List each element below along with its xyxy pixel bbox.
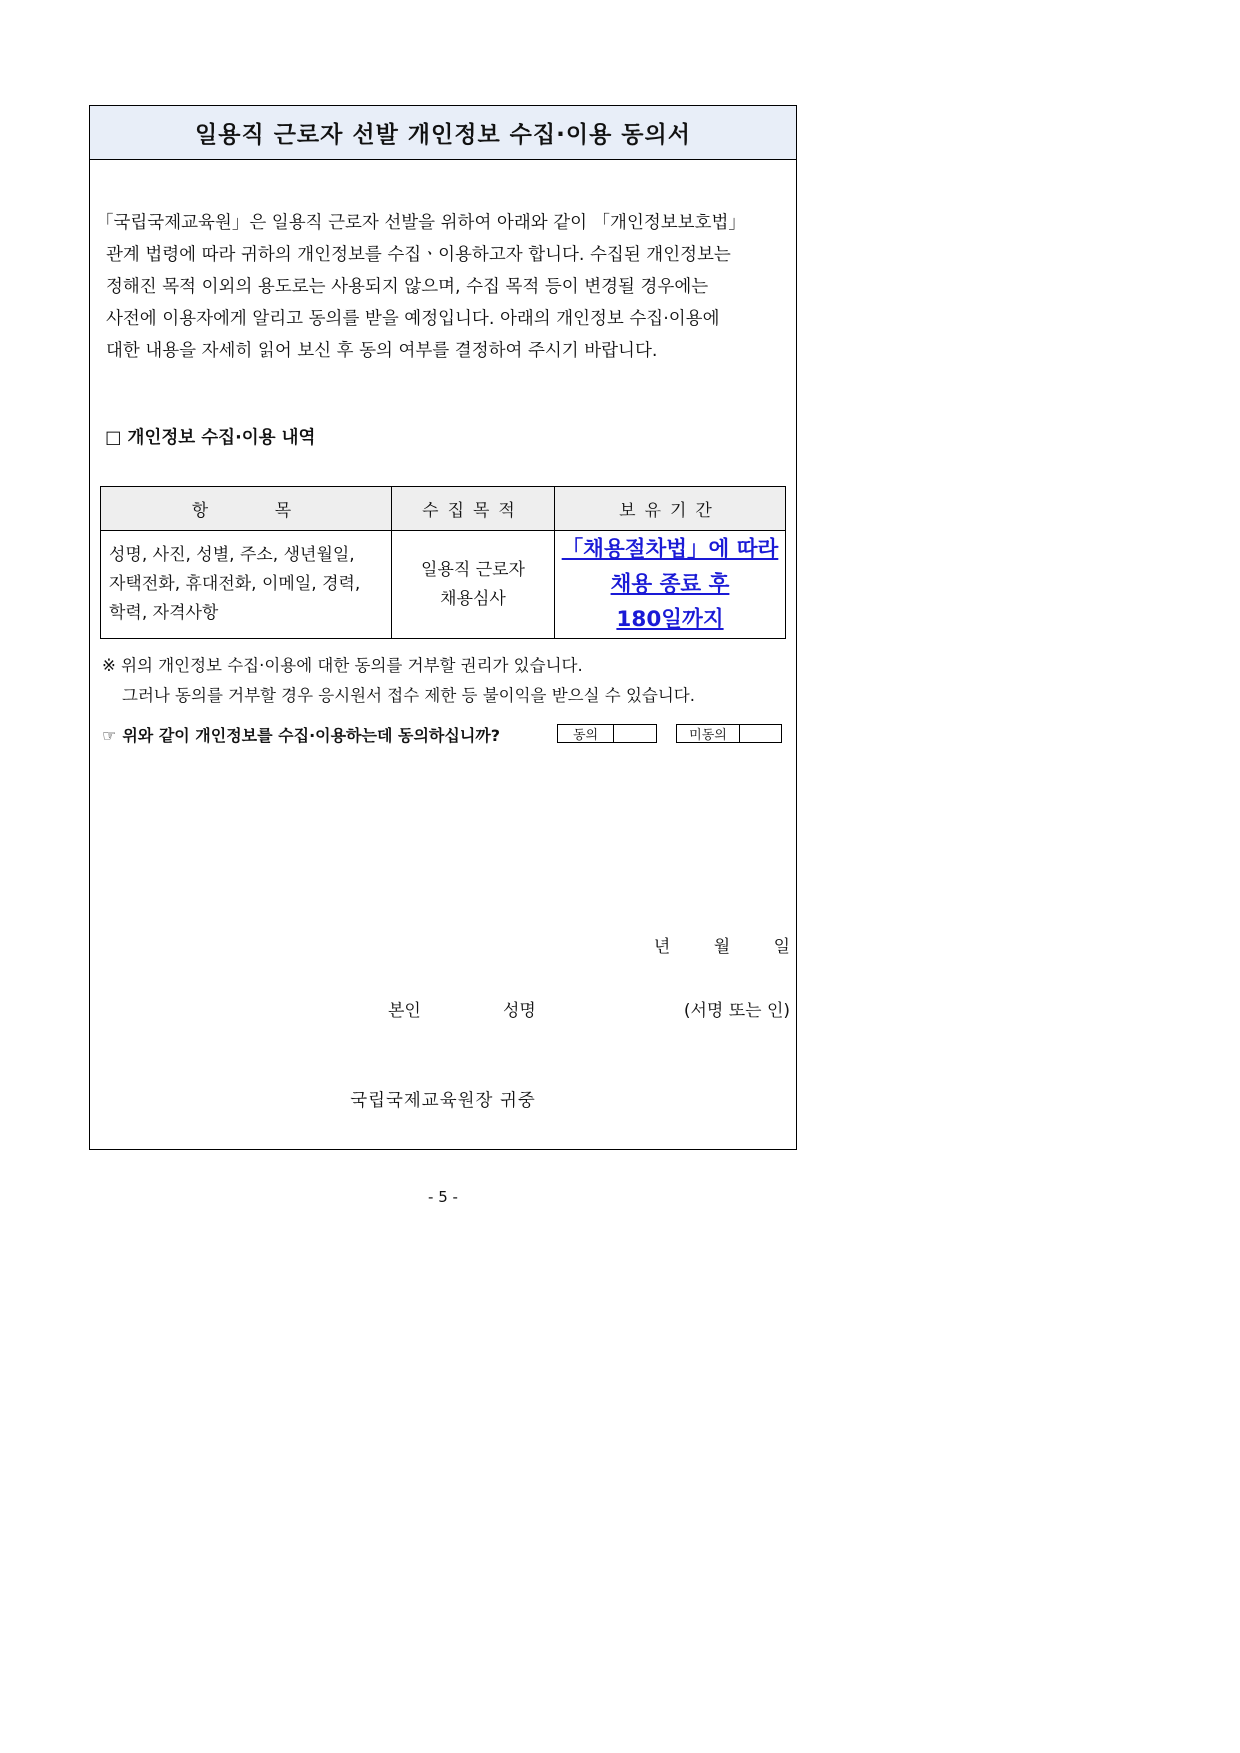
- intro-line: 「국립국제교육원」은 일용직 근로자 선발을 위하여 아래와 같이 「개인정보보호법」: [96, 213, 746, 233]
- question-text: 위와 같이 개인정보를 수집·이용하는데 동의하십니까?: [122, 726, 501, 745]
- header-items: 항 목: [101, 487, 392, 531]
- note-line: ※ 위의 개인정보 수집·이용에 대한 동의를 거부할 권리가 있습니다.: [102, 656, 583, 675]
- date-line: 년 월 일: [653, 937, 790, 957]
- cell-purpose: [392, 531, 555, 639]
- retention-line: 180일까지: [616, 607, 724, 632]
- agree-checkbox[interactable]: [614, 725, 656, 742]
- note-line: 그러나 동의를 거부할 경우 응시원서 접수 제한 등 불이익을 받으실 수 있습니다.: [122, 686, 695, 705]
- section-heading: [105, 424, 315, 449]
- intro-line: 정해진 목적 이외의 용도로는 사용되지 않으며, 수집 목적 등이 변경될 경우에는: [106, 277, 709, 297]
- form-title: 일용직 근로자 선발 개인정보 수집·이용 동의서: [90, 106, 796, 160]
- consent-question: [102, 723, 500, 746]
- square-bullet-icon: □: [105, 428, 122, 448]
- items-line: 성명, 사진, 성별, 주소, 생년월일,: [109, 545, 355, 565]
- disagree-label: 미동의: [677, 725, 740, 742]
- refusal-note: [102, 651, 695, 711]
- pointing-hand-icon: ☞: [102, 726, 117, 745]
- purpose-line: 채용심사: [440, 588, 506, 609]
- disagree-option[interactable]: [676, 724, 782, 743]
- section-title: 개인정보 수집·이용 내역: [127, 428, 316, 448]
- intro-line: 사전에 이용자에게 알리고 동의를 받을 예정입니다. 아래의 개인정보 수집·이용에: [106, 309, 720, 329]
- addressee: 국립국제교육원장 귀중: [350, 1091, 536, 1111]
- name-label: 성명: [503, 1001, 536, 1021]
- signature-hint: (서명 또는 인): [683, 1001, 790, 1021]
- agree-label: 동의: [558, 725, 614, 742]
- collection-table: [100, 486, 786, 639]
- self-label: 본인: [388, 1001, 421, 1021]
- disagree-checkbox[interactable]: [740, 725, 781, 742]
- items-line: 자택전화, 휴대전화, 이메일, 경력,: [109, 574, 361, 594]
- table-header-row: [101, 487, 786, 531]
- cell-items: [101, 531, 392, 639]
- table-row: [101, 531, 786, 639]
- retention-line: 채용 종료 후: [610, 572, 730, 597]
- header-retention: 보유기간: [555, 487, 786, 531]
- cell-retention: [555, 531, 786, 639]
- intro-paragraph: [96, 207, 787, 367]
- intro-line: 대한 내용을 자세히 읽어 보신 후 동의 여부를 결정하여 주시기 바랍니다.: [106, 341, 658, 361]
- agree-option[interactable]: [557, 724, 657, 743]
- consent-form: [89, 105, 797, 1150]
- page-number: - 5 -: [428, 1188, 458, 1206]
- intro-line: 관계 법령에 따라 귀하의 개인정보를 수집ㆍ이용하고자 합니다. 수집된 개인정보는: [106, 245, 731, 265]
- items-line: 학력, 자격사항: [109, 603, 219, 623]
- retention-line: 「채용절차법」에 따라: [561, 537, 779, 562]
- header-purpose: 수집목적: [392, 487, 555, 531]
- purpose-line: 일용직 근로자: [421, 559, 525, 580]
